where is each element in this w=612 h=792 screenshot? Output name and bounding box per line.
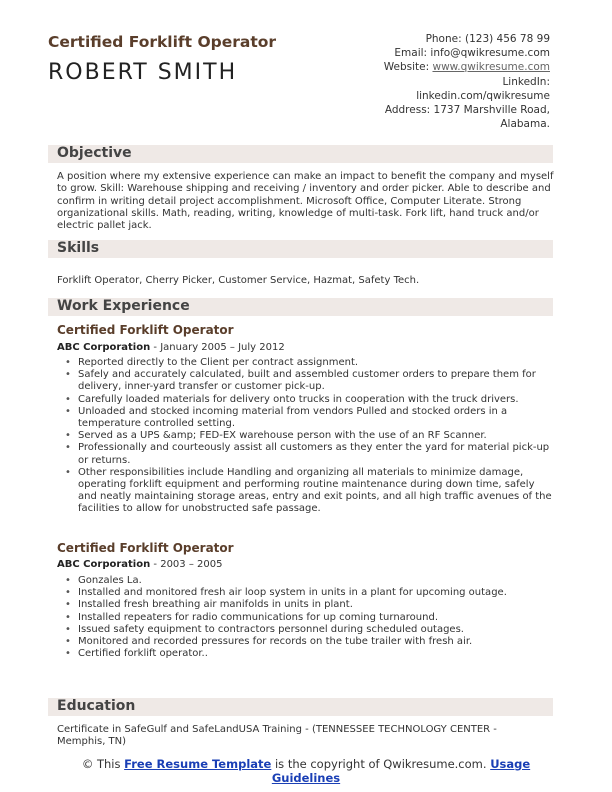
job-2-bullet: • Installed fresh breathing air manifolds in units in plant. bbox=[63, 599, 553, 611]
usage-guidelines-link[interactable]: Usage Guidelines bbox=[271, 757, 531, 785]
phone-value: (123) 456 78 99 bbox=[464, 33, 550, 45]
job-1-bullet: • Professionally and courteously assist all customers as they enter the yard for material pick-up or returns. bbox=[63, 442, 553, 466]
job-2-bullet: • Installed repeaters for radio communications for up coming turnaround. bbox=[63, 612, 553, 624]
job-1-bullet: • Reported directly to the Client per contract assignment. bbox=[63, 357, 553, 369]
education-section-header bbox=[48, 698, 553, 716]
work-experience-heading: Work Experience bbox=[57, 298, 190, 314]
work-experience-section-header bbox=[48, 298, 553, 316]
job-2-company-line bbox=[57, 559, 222, 570]
job-1-bullet: • Carefully loaded materials for delivery onto trucks in cooperation with the truck drivers. bbox=[63, 394, 553, 406]
objective-text: A position where my extensive experience can make an impact to benefit the company and myself to grow. Skill: Warehouse shipping and receiving / inventory and order picker. Able to describe and confirm in writing detail project accomplishment. Microsoft Office, Computer Literate. Strong organizational skills. Math, reading, writing, knowledge of multi-task. Fork lift, hand truck and/or electric pallet jack. bbox=[57, 171, 554, 232]
contact-website bbox=[290, 60, 550, 74]
candidate-name: ROBERT SMITH bbox=[48, 60, 238, 85]
phone-label: Phone: bbox=[425, 33, 462, 45]
objective-section-header bbox=[48, 145, 553, 163]
contact-linkedin-label: LinkedIn: bbox=[502, 75, 550, 88]
contact-block bbox=[290, 32, 550, 131]
education-text: Certificate in SafeGulf and SafeLandUSA Training - (TENNESSEE TECHNOLOGY CENTER - Memphis, TN) bbox=[57, 724, 497, 748]
website-label: Website: bbox=[383, 61, 430, 74]
job-2-dates: - 2003 – 2005 bbox=[150, 559, 223, 570]
address-label: Address: bbox=[384, 104, 431, 117]
skills-heading: Skills bbox=[57, 240, 100, 256]
copyright-footer bbox=[60, 757, 552, 785]
footer-middle: is the copyright of Qwikresume.com. bbox=[271, 757, 491, 771]
job-1-company: ABC Corporation bbox=[57, 342, 151, 353]
job-1-bullet: • Served as a UPS &amp; FED-EX warehouse person with the use of an RF Scanner. bbox=[63, 430, 553, 442]
job-2-bullets bbox=[63, 575, 553, 660]
address-line1: 1737 Marshville Road, bbox=[433, 104, 550, 117]
job-1-title: Certified Forklift Operator bbox=[57, 323, 234, 337]
contact-address bbox=[290, 103, 550, 117]
skills-section-header bbox=[48, 240, 553, 258]
skills-text: Forklift Operator, Cherry Picker, Customer Service, Hazmat, Safety Tech. bbox=[57, 275, 420, 286]
job-2-bullet: • Certified forklift operator.. bbox=[63, 648, 553, 660]
job-2-bullet: • Monitored and recorded pressures for records on the tube trailer with fresh air. bbox=[63, 636, 553, 648]
contact-email bbox=[290, 46, 550, 60]
address-line2: Alabama. bbox=[500, 118, 550, 131]
job-2-company: ABC Corporation bbox=[57, 559, 151, 570]
contact-linkedin-link[interactable]: linkedin.com/qwikresume bbox=[416, 89, 550, 102]
objective-heading: Objective bbox=[57, 145, 132, 161]
free-resume-template-link[interactable]: Free Resume Template bbox=[124, 757, 272, 771]
job-2-bullet: • Issued safety equipment to contractors personnel during scheduled outages. bbox=[63, 624, 553, 636]
email-label: Email: bbox=[394, 47, 428, 60]
contact-phone bbox=[290, 32, 550, 46]
job-1-bullet: • Other responsibilities include Handling and organizing all materials to minimize damage, operating forklift equipment and performing routine maintenance during down time, safely and neatly maintaining storage areas, entry and exit points, and all high traffic avenues of the facilities to allow for unobstructed safe passage. bbox=[63, 467, 553, 516]
job-1-company-line bbox=[57, 342, 285, 353]
job-2-bullet: • Gonzales La. bbox=[63, 575, 553, 587]
education-heading: Education bbox=[57, 698, 136, 714]
job-1-bullet: • Safely and accurately calculated, built and assembled customer orders to prepare them for delivery, inner-yard transfer or customer pick-up. bbox=[63, 369, 553, 393]
job-1-bullets bbox=[63, 357, 553, 516]
email-value[interactable]: info@qwikresume.com bbox=[430, 47, 550, 60]
website-link[interactable]: www.qwikresume.com bbox=[432, 61, 550, 74]
footer-prefix: © This bbox=[81, 757, 125, 771]
job-2-title: Certified Forklift Operator bbox=[57, 541, 234, 555]
job-2-bullet: • Installed and monitored fresh air loop system in units in a plant for upcoming outage. bbox=[63, 587, 553, 599]
job-title: Certified Forklift Operator bbox=[48, 33, 277, 51]
job-1-dates: - January 2005 – July 2012 bbox=[150, 342, 285, 353]
job-1-bullet: • Unloaded and stocked incoming material from vendors Pulled and stocked orders in a temperature controlled setting. bbox=[63, 406, 553, 430]
